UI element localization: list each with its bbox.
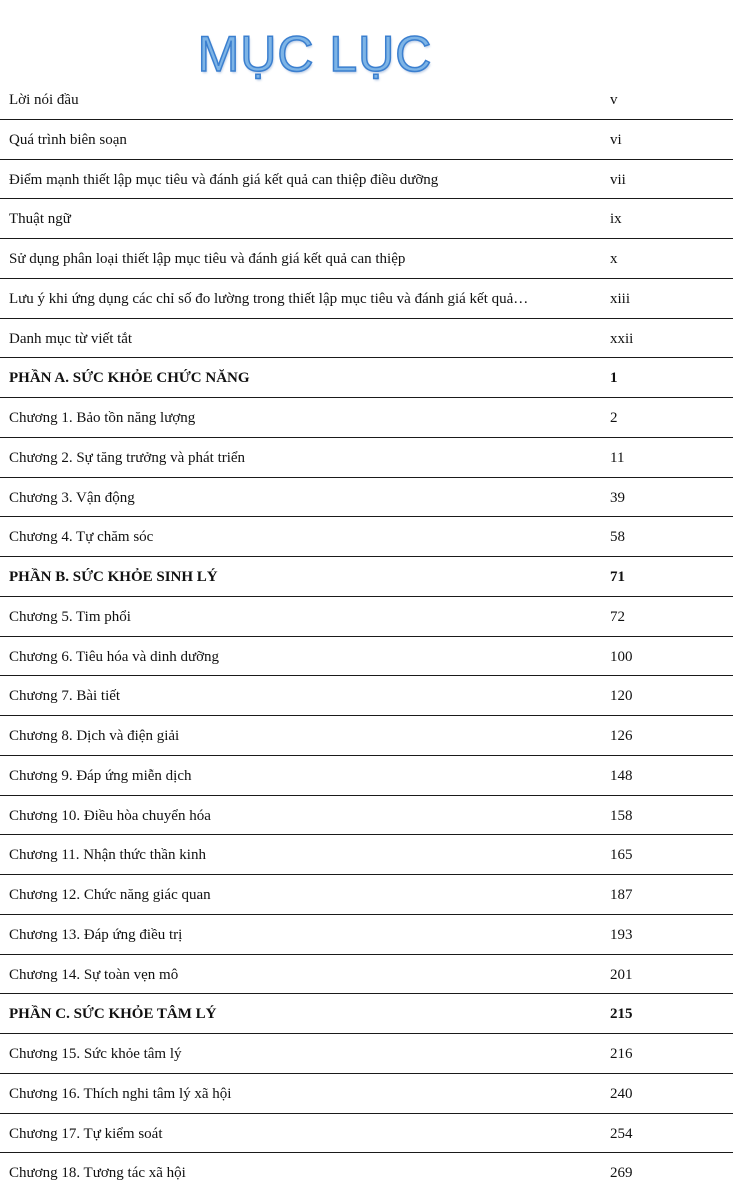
toc-entry-title: Chương 18. Tương tác xã hội [9, 1165, 186, 1182]
toc-entry-title: Danh mục từ viết tắt [9, 330, 133, 347]
toc-entry-title: Lưu ý khi ứng dụng các chỉ số đo lường trong thiết lập mục tiêu và đánh giá kết quả… [9, 290, 529, 307]
page-title: MỤC LỤC [197, 26, 433, 82]
toc-entry-title: Chương 11. Nhận thức thần kinh [9, 847, 206, 864]
toc-entry-page: v [610, 92, 618, 108]
toc-entry-page: 187 [610, 887, 633, 903]
toc-row [0, 517, 733, 557]
toc-entry-page: 216 [610, 1046, 633, 1062]
toc-entry-page: 120 [610, 688, 633, 705]
toc-row [0, 835, 733, 875]
toc-entry-page: 165 [610, 847, 633, 864]
toc-row [0, 1034, 733, 1074]
toc-row [0, 160, 733, 200]
toc-entry-title: Chương 10. Điều hòa chuyển hóa [9, 807, 211, 824]
toc-entry-title: Chương 8. Dịch và điện giải [9, 728, 180, 744]
toc-entry-title: Chương 9. Đáp ứng miễn dịch [9, 767, 192, 784]
toc-row [0, 199, 733, 239]
toc-row [0, 1114, 733, 1154]
toc-entry-page: 11 [610, 449, 625, 466]
toc-entry-page: 100 [610, 648, 633, 665]
toc-entry-page: x [610, 251, 618, 267]
toc-row [0, 239, 733, 279]
toc-entry-title: Chương 7. Bài tiết [9, 688, 121, 705]
toc-part-row [0, 994, 733, 1034]
table-of-contents [0, 80, 733, 1193]
toc-entry-title: Sử dụng phân loại thiết lập mục tiêu và đánh giá kết quả can thiệp [9, 251, 406, 267]
toc-entry-page: 58 [610, 529, 625, 546]
toc-row [0, 756, 733, 796]
toc-row [0, 438, 733, 478]
toc-row [0, 1153, 733, 1193]
toc-row [0, 398, 733, 438]
toc-entry-page: 72 [610, 608, 625, 625]
toc-entry-page: 269 [610, 1165, 633, 1182]
toc-part-title: PHẦN A. SỨC KHỎE CHỨC NĂNG [9, 370, 250, 387]
toc-entry-page: 148 [610, 767, 633, 784]
toc-entry-title: Quá trình biên soạn [9, 131, 127, 148]
toc-entry-title: Chương 3. Vận động [9, 489, 135, 506]
toc-entry-title: Lời nói đầu [9, 92, 79, 108]
toc-row [0, 597, 733, 637]
toc-row [0, 796, 733, 836]
toc-part-page: 215 [610, 1006, 633, 1023]
toc-entry-page: 126 [610, 728, 633, 744]
toc-entry-page: ix [610, 211, 622, 228]
toc-row [0, 279, 733, 319]
toc-entry-title: Chương 6. Tiêu hóa và dinh dưỡng [9, 648, 220, 665]
toc-part-title: PHẦN C. SỨC KHỎE TÂM LÝ [9, 1006, 217, 1023]
toc-entry-page: vii [610, 171, 626, 188]
toc-entry-title: Chương 15. Sức khỏe tâm lý [9, 1046, 182, 1062]
toc-entry-page: 240 [610, 1085, 633, 1102]
toc-entry-page: 193 [610, 926, 633, 943]
toc-part-row [0, 358, 733, 398]
toc-row [0, 637, 733, 677]
toc-entry-title: Chương 13. Đáp ứng điều trị [9, 926, 183, 943]
toc-entry-title: Chương 4. Tự chăm sóc [9, 529, 154, 546]
toc-row [0, 676, 733, 716]
toc-row [0, 875, 733, 915]
toc-entry-page: vi [610, 131, 622, 148]
toc-entry-page: xiii [610, 290, 631, 307]
toc-entry-page: 39 [610, 489, 625, 506]
toc-part-page: 1 [610, 370, 618, 387]
toc-row [0, 1074, 733, 1114]
toc-entry-title: Chương 12. Chức năng giác quan [9, 887, 211, 903]
toc-part-title: PHẦN B. SỨC KHỎE SINH LÝ [9, 569, 218, 585]
toc-row [0, 478, 733, 518]
toc-entry-title: Chương 17. Tự kiểm soát [9, 1125, 163, 1142]
toc-entry-title: Điểm mạnh thiết lập mục tiêu và đánh giá kết quả can thiệp điều dưỡng [9, 171, 439, 188]
toc-entry-page: 2 [610, 410, 618, 426]
toc-row [0, 716, 733, 756]
toc-row [0, 80, 733, 120]
toc-entry-title: Chương 1. Bảo tồn năng lượng [9, 410, 196, 426]
toc-row [0, 955, 733, 995]
toc-entry-title: Chương 14. Sự toàn vẹn mô [9, 966, 179, 983]
toc-part-row [0, 557, 733, 597]
toc-entry-page: 254 [610, 1125, 633, 1142]
toc-entry-title: Chương 2. Sự tăng trưởng và phát triển [9, 449, 246, 466]
toc-entry-title: Chương 5. Tim phổi [9, 608, 131, 625]
toc-entry-page: xxii [610, 330, 634, 347]
toc-entry-title: Chương 16. Thích nghi tâm lý xã hội [9, 1085, 232, 1102]
toc-part-page: 71 [610, 569, 625, 585]
toc-entry-page: 158 [610, 807, 633, 824]
toc-entry-title: Thuật ngữ [9, 211, 71, 228]
toc-row [0, 319, 733, 359]
toc-row [0, 120, 733, 160]
toc-entry-page: 201 [610, 966, 633, 983]
toc-row [0, 915, 733, 955]
